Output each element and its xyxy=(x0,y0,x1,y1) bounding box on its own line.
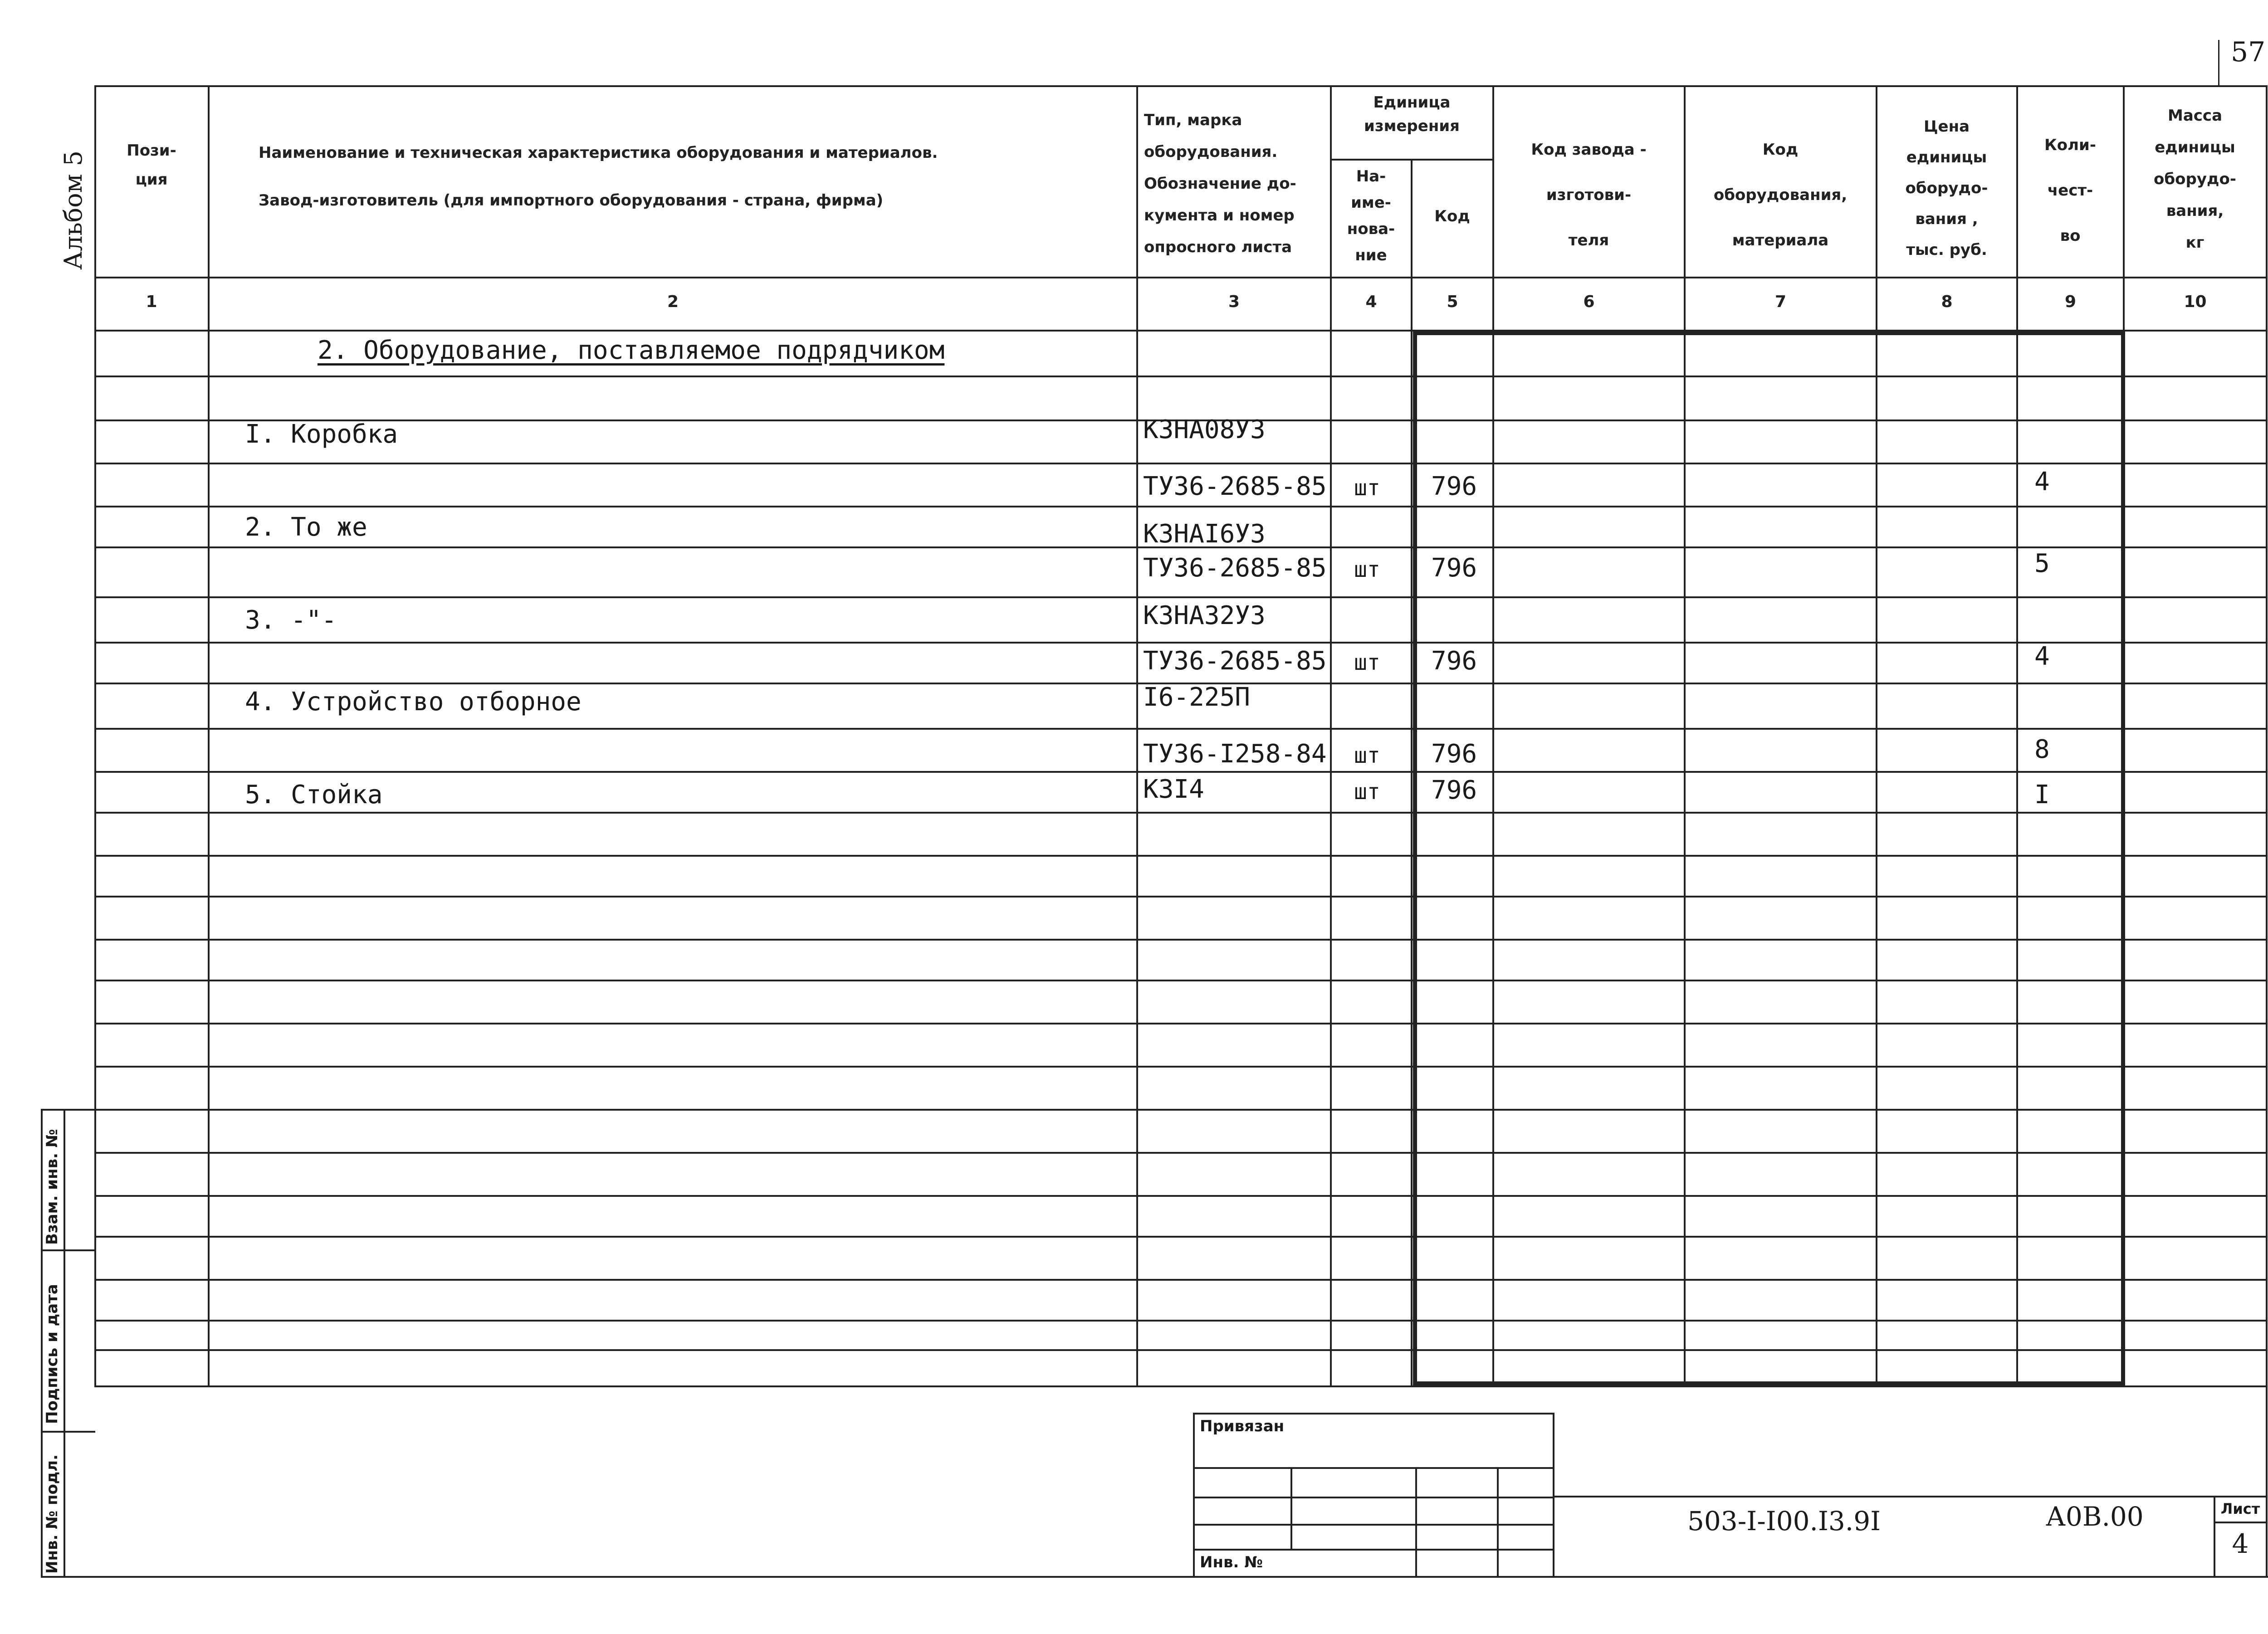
row-3-qty: 4 xyxy=(2034,642,2050,671)
colnum-7: 7 xyxy=(1774,293,1787,311)
colnum-5: 5 xyxy=(1447,293,1458,311)
row-5-type: КЗI4 xyxy=(1143,775,1204,804)
stamp-frame-left xyxy=(41,1109,43,1577)
row-1-qty: 4 xyxy=(2034,467,2050,497)
list-number: 4 xyxy=(2232,1528,2249,1559)
stamp-line-top xyxy=(41,1109,95,1111)
privyazan-col-3 xyxy=(1497,1467,1499,1577)
frame-right xyxy=(2266,85,2268,1577)
privyazan-left xyxy=(1193,1413,1195,1577)
table-rule-line xyxy=(94,812,2267,814)
table-rule-line xyxy=(94,1279,2267,1281)
row-5-code: 796 xyxy=(1431,776,1477,805)
table-rule-line xyxy=(94,1066,2267,1068)
stamp-podpis-data: Подпись и дата xyxy=(43,1284,61,1424)
stamp-inv-podl: Инв. № подл. xyxy=(43,1454,61,1574)
table-rule-line xyxy=(94,1349,2267,1351)
row-2-doc: ТУ36-2685-85 xyxy=(1143,553,1327,583)
header-col4: На- име- нова- ние xyxy=(1347,167,1395,264)
stamp-line-1 xyxy=(41,1249,95,1251)
colnum-2: 2 xyxy=(667,293,679,311)
table-rule-line xyxy=(94,896,2267,897)
col-line-4 xyxy=(1411,159,1413,1387)
row-5-qty: I xyxy=(2034,780,2050,810)
table-rule-line xyxy=(94,642,2267,644)
row-4-type: I6-225П xyxy=(1143,683,1251,712)
frame-top xyxy=(94,85,2267,87)
thick-block-outline xyxy=(1413,331,2125,1385)
table-rule-line xyxy=(94,855,2267,857)
row-5-name: 5. Стойка xyxy=(245,780,383,810)
colnum-4: 4 xyxy=(1365,293,1377,311)
header-col2: Наименование и техническая характеристика оборудования и материалов. Завод-изготовитель (для импортного оборудования - страна, фирма) xyxy=(259,144,938,210)
colnum-10: 10 xyxy=(2184,293,2207,311)
colnum-3: 3 xyxy=(1228,293,1240,311)
privyazan-line-1 xyxy=(1193,1467,1554,1469)
privyazan-col-1 xyxy=(1290,1467,1292,1549)
page-number: 57 xyxy=(2231,36,2266,68)
row-2-type: КЗНАI6УЗ xyxy=(1143,519,1266,549)
header-col7: Код оборудования, материала xyxy=(1713,141,1848,249)
table-rule-line xyxy=(94,1195,2267,1197)
row-1-type: КЗНА08УЗ xyxy=(1143,415,1266,444)
privyazan-line-3 xyxy=(1193,1524,1554,1526)
row-4-doc: ТУ36-I258-84 xyxy=(1143,739,1327,769)
sheet-code: А0В.00 xyxy=(2046,1501,2144,1532)
header-col1: Пози- ция xyxy=(127,141,176,189)
row-4-code: 796 xyxy=(1431,739,1477,769)
colnum-1: 1 xyxy=(146,293,157,311)
privyazan-line-2 xyxy=(1193,1497,1554,1498)
row-4-qty: 8 xyxy=(2034,735,2050,764)
table-rule-line xyxy=(94,771,2267,773)
section-title: 2. Оборудование, поставляемое подрядчиком xyxy=(318,336,945,365)
table-rule-line xyxy=(94,376,2267,377)
header-col10: Масса единицы оборудо- вания, кг xyxy=(2154,107,2236,252)
row-2-unit: шт xyxy=(1354,557,1380,582)
header-col5: Код xyxy=(1434,207,1470,225)
table-rule-line xyxy=(94,728,2267,730)
stamp-line-2 xyxy=(41,1431,95,1433)
frame-bottom xyxy=(41,1576,2268,1578)
doc-code: 503-I-I00.I3.9I xyxy=(1687,1506,1881,1536)
table-rule-line xyxy=(94,1236,2267,1238)
table-rule-line xyxy=(94,1023,2267,1024)
row-5-unit: шт xyxy=(1354,779,1380,805)
title-strip-top xyxy=(1553,1496,2267,1497)
table-rule-line xyxy=(94,596,2267,598)
row-2-qty: 5 xyxy=(2034,549,2050,578)
row-1-doc: ТУ36-2685-85 xyxy=(1143,472,1327,501)
col-line-2 xyxy=(1136,85,1138,1387)
table-rule-line xyxy=(94,939,2267,941)
list-col-divider xyxy=(2214,1522,2267,1523)
row-4-unit: шт xyxy=(1354,743,1380,768)
frame-left xyxy=(94,85,96,1387)
table-rule-line xyxy=(94,463,2267,464)
list-label: Лист xyxy=(2220,1500,2260,1517)
stamp-frame-mid xyxy=(64,1109,65,1577)
header-col3: Тип, марка оборудования. Обозначение до- кумента и номер опросного листа xyxy=(1144,111,1296,256)
stamp-vzam-inv: Взам. инв. № xyxy=(43,1129,61,1245)
header-unit-group: Единица измерения xyxy=(1364,93,1460,135)
privyazan-col-2 xyxy=(1415,1467,1417,1577)
row-2-code: 796 xyxy=(1431,553,1477,583)
row-2-name: 2. То же xyxy=(245,512,367,542)
album-label: Альбом 5 xyxy=(59,150,88,270)
row-3-doc: ТУ36-2685-85 xyxy=(1143,646,1327,676)
table-bottom-line xyxy=(94,1385,2267,1387)
row-1-code: 796 xyxy=(1431,472,1477,501)
colnum-9: 9 xyxy=(2064,293,2077,311)
row-3-type: КЗНА32УЗ xyxy=(1143,601,1266,630)
col-line-1 xyxy=(208,85,210,1387)
colnum-8: 8 xyxy=(1941,293,1953,311)
table-rule-line xyxy=(94,980,2267,981)
privyazan-line-4 xyxy=(1193,1549,1554,1551)
table-rule-line xyxy=(94,1152,2267,1154)
table-rule-line xyxy=(94,1320,2267,1322)
colnum-6: 6 xyxy=(1583,293,1595,311)
header-col9: Коли- чест- во xyxy=(2044,136,2096,245)
row-3-unit: шт xyxy=(1354,650,1380,675)
header-col6: Код завода - изготови- теля xyxy=(1531,141,1647,249)
header-col8: Цена единицы оборудо- вания , тыс. руб. xyxy=(1905,117,1988,259)
inv-no-label: Инв. № xyxy=(1200,1553,1263,1571)
row-4-name: 4. Устройство отборное xyxy=(245,687,582,717)
privyazan-label: Привязан xyxy=(1200,1417,1285,1435)
page-number-divider xyxy=(2218,40,2219,85)
col-line-3 xyxy=(1330,85,1332,1387)
table-rule-line xyxy=(94,1109,2267,1111)
privyazan-right xyxy=(1553,1413,1554,1577)
privyazan-top xyxy=(1193,1413,1554,1415)
header-bottom-line xyxy=(94,277,2267,278)
table-rule-line xyxy=(94,506,2267,507)
row-3-code: 796 xyxy=(1431,646,1477,676)
row-3-name: 3. -"- xyxy=(245,605,337,635)
row-1-unit: шт xyxy=(1354,475,1380,501)
row-1-name: I. Коробка xyxy=(245,419,398,449)
